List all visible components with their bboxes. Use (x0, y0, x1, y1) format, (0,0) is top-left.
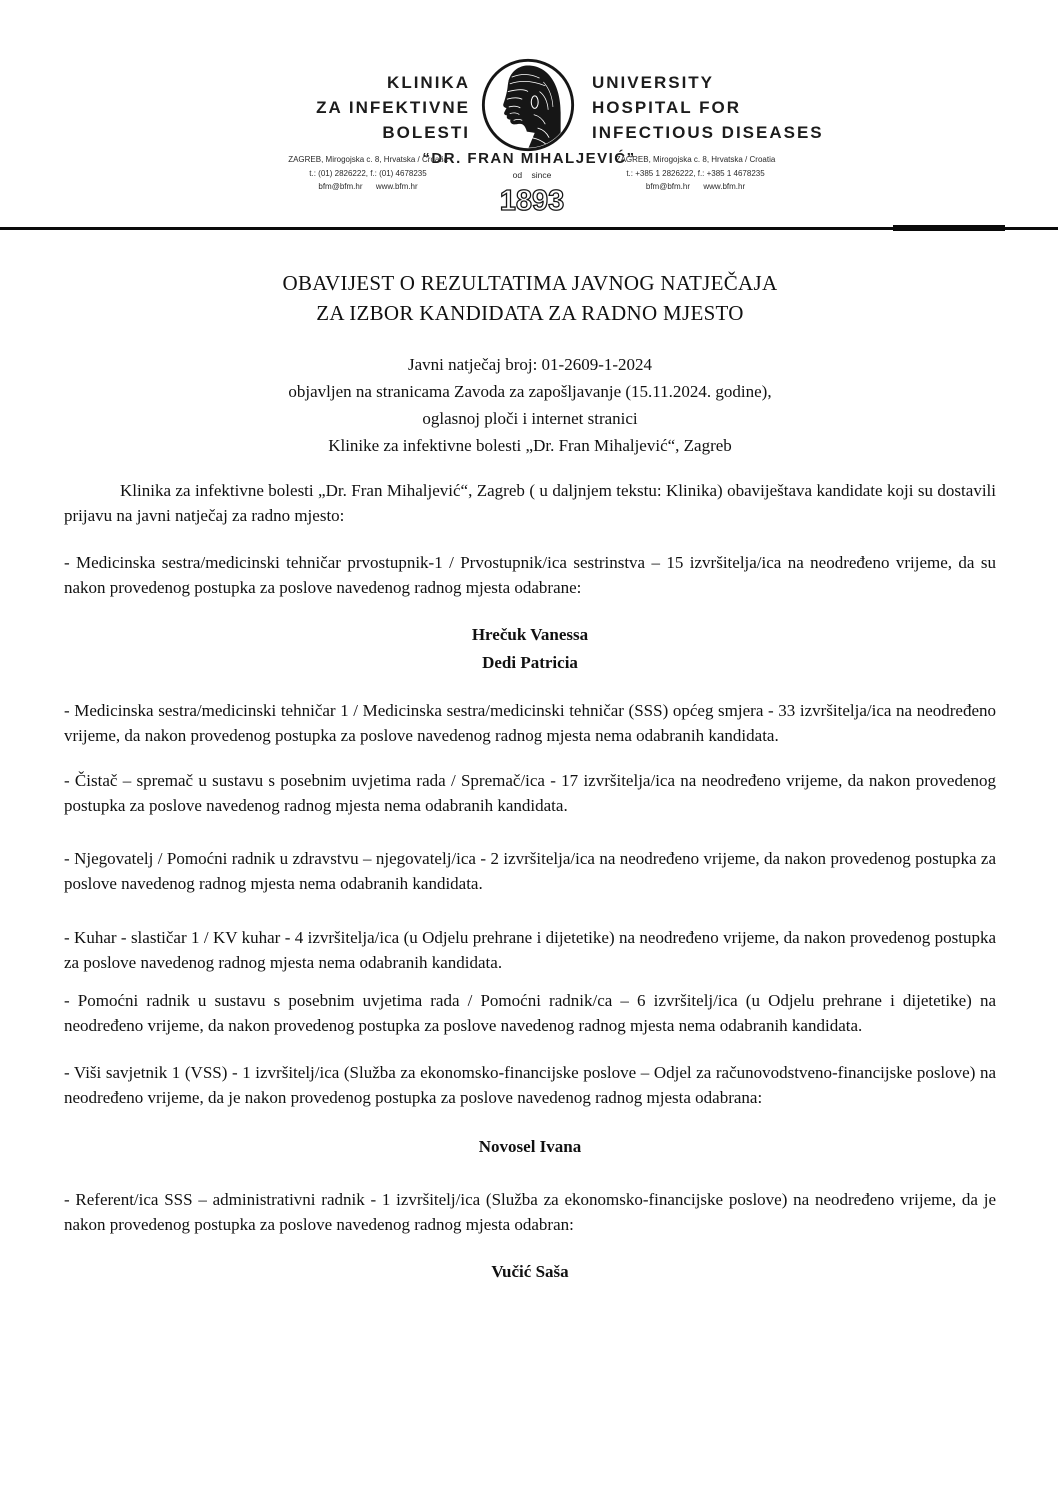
publication-info: oglasnoj ploči i internet stranici (422, 409, 638, 428)
contact-info-croatian (253, 153, 483, 194)
intro-paragraph: Klinika za infektivne bolesti „Dr. Fran Mihaljević“, Zagreb ( u daljnjem tekstu: Klinika) obaviještava kandidate koji su dostavili prijavu na javni natječaj za radno mjesto: (64, 481, 996, 525)
page-title (64, 268, 996, 328)
clinic-name-line: BOLESTI (382, 123, 470, 142)
year-1893-outline (489, 180, 575, 218)
candidate-name: Vučić Saša (491, 1262, 569, 1281)
since-1893-mark (487, 170, 577, 223)
job-result-paragraph: - Kuhar - slastičar 1 / KV kuhar - 4 izvršitelja/ica (u Odjelu prehrane i dijetetike) na neodređeno vrijeme, da nakon provedenog postupka za poslove navedenog radnog mjesta nema odabranih kandidata. (64, 928, 996, 972)
email-web-line: bfm@bfm.hr www.bfm.hr (318, 182, 418, 191)
job-result-paragraph: - Pomoćni radnik u sustavu s posebnim uvjetima rada / Pomoćni radnik/ca – 6 izvršitelj/ica (u Odjelu prehrane i dijetetike) na neodređeno vrijeme, da nakon provedenog postupka za poslove navedenog radnog mjesta nema odabranih kandidata. (64, 991, 996, 1035)
selected-candidates (64, 621, 996, 677)
selected-candidates (64, 1258, 996, 1286)
document-body (0, 268, 1058, 1286)
title-line-1: OBAVIJEST O REZULTATIMA JAVNOG NATJEČAJA (282, 271, 778, 295)
job-result-paragraph: - Viši savjetnik 1 (VSS) - 1 izvršitelj/ica (Služba za ekonomsko-financijske poslove – Odjel za računovodstveno-financijske poslove) na neodređeno vrijeme, da je nakon provedenog postupka za poslove navedenog radnog mjesta odabrana: (64, 1063, 996, 1107)
results-list (64, 550, 996, 1286)
selected-candidates (64, 1133, 996, 1161)
svg-text:1893: 1893 (499, 185, 565, 217)
portrait-medallion-icon (480, 57, 576, 153)
divider-line (0, 227, 1058, 230)
clinic-name-line: HOSPITAL FOR (592, 98, 741, 117)
title-line-2: ZA IZBOR KANDIDATA ZA RADNO MJESTO (316, 301, 744, 325)
phone-line: t.: +385 1 2826222, f.: +385 1 4678235 (626, 168, 765, 178)
candidate-name: Hrečuk Vanessa (471, 625, 589, 644)
competition-number: Javni natječaj broj: 01-2609-1-2024 (407, 355, 653, 374)
candidate-name: Dedi Patricia (482, 653, 578, 672)
address-line: ZAGREB, Mirogojska c. 8, Hrvatska / Croatia (615, 155, 776, 164)
address-line: ZAGREB, Mirogojska c. 8, Hrvatska / Croatia (288, 155, 448, 164)
clinic-name-line: UNIVERSITY (592, 73, 715, 92)
job-result-paragraph: - Čistač – spremač u sustavu s posebnim uvjetima rada / Spremač/ica - 17 izvršitelja/ica na neodređeno vrijeme, da nakon provedenog postupka za poslove navedenog radnog mjesta nema odabranih kandidata. (64, 771, 996, 815)
contact-info-english (588, 153, 803, 194)
clinic-name-line: ZA INFEKTIVNE (316, 98, 470, 117)
clinic-name-line: INFECTIOUS DISEASES (592, 123, 824, 142)
divider-thick-segment (893, 225, 1005, 231)
doctor-name: “DR. FRAN MIHALJEVIĆ” (422, 150, 636, 167)
email-web-line: bfm@bfm.hr www.bfm.hr (645, 182, 746, 191)
letterhead (0, 0, 1058, 227)
clinic-reference: Klinike za infektivne bolesti „Dr. Fran Mihaljević“, Zagreb (328, 436, 732, 455)
candidate-name: Novosel Ivana (478, 1137, 582, 1156)
clinic-name-croatian (316, 70, 470, 145)
clinic-name-line: KLINIKA (387, 73, 470, 92)
since-label: od since (512, 170, 552, 180)
job-result-paragraph: - Njegovatelj / Pomoćni radnik u zdravstvu – njegovatelj/ica - 2 izvršitelja/ica na neodređeno vrijeme, da nakon provedenog postupka za poslove navedenog radnog mjesta nema odabranih kandidata. (64, 849, 996, 893)
publication-info: objavljen na stranicama Zavoda za zapošljavanje (15.11.2024. godine), (288, 382, 772, 401)
phone-line: t.: (01) 2826222, f.: (01) 4678235 (309, 168, 427, 178)
job-result-paragraph: - Medicinska sestra/medicinski tehničar prvostupnik-1 / Prvostupnik/ica sestrinstva – 15 izvršitelja/ica na neodređeno vrijeme, da su nakon provedenog postupka za poslove navedenog radnog mjesta odabrane: (64, 553, 996, 597)
clinic-name-english (592, 70, 824, 145)
job-result-paragraph: - Medicinska sestra/medicinski tehničar 1 / Medicinska sestra/medicinski tehničar (SSS) općeg smjera - 33 izvršitelja/ica na neodređeno vrijeme, da nakon provedenog postupka za poslove navedenog radnog mjesta nema odabranih kandidata. (64, 701, 996, 745)
competition-reference (64, 351, 996, 459)
job-result-paragraph: - Referent/ica SSS – administrativni radnik - 1 izvršitelj/ica (Služba za ekonomsko-financijske poslove) na neodređeno vrijeme, da je nakon provedenog postupka za poslove navedenog radnog mjesta odabran: (64, 1190, 996, 1234)
